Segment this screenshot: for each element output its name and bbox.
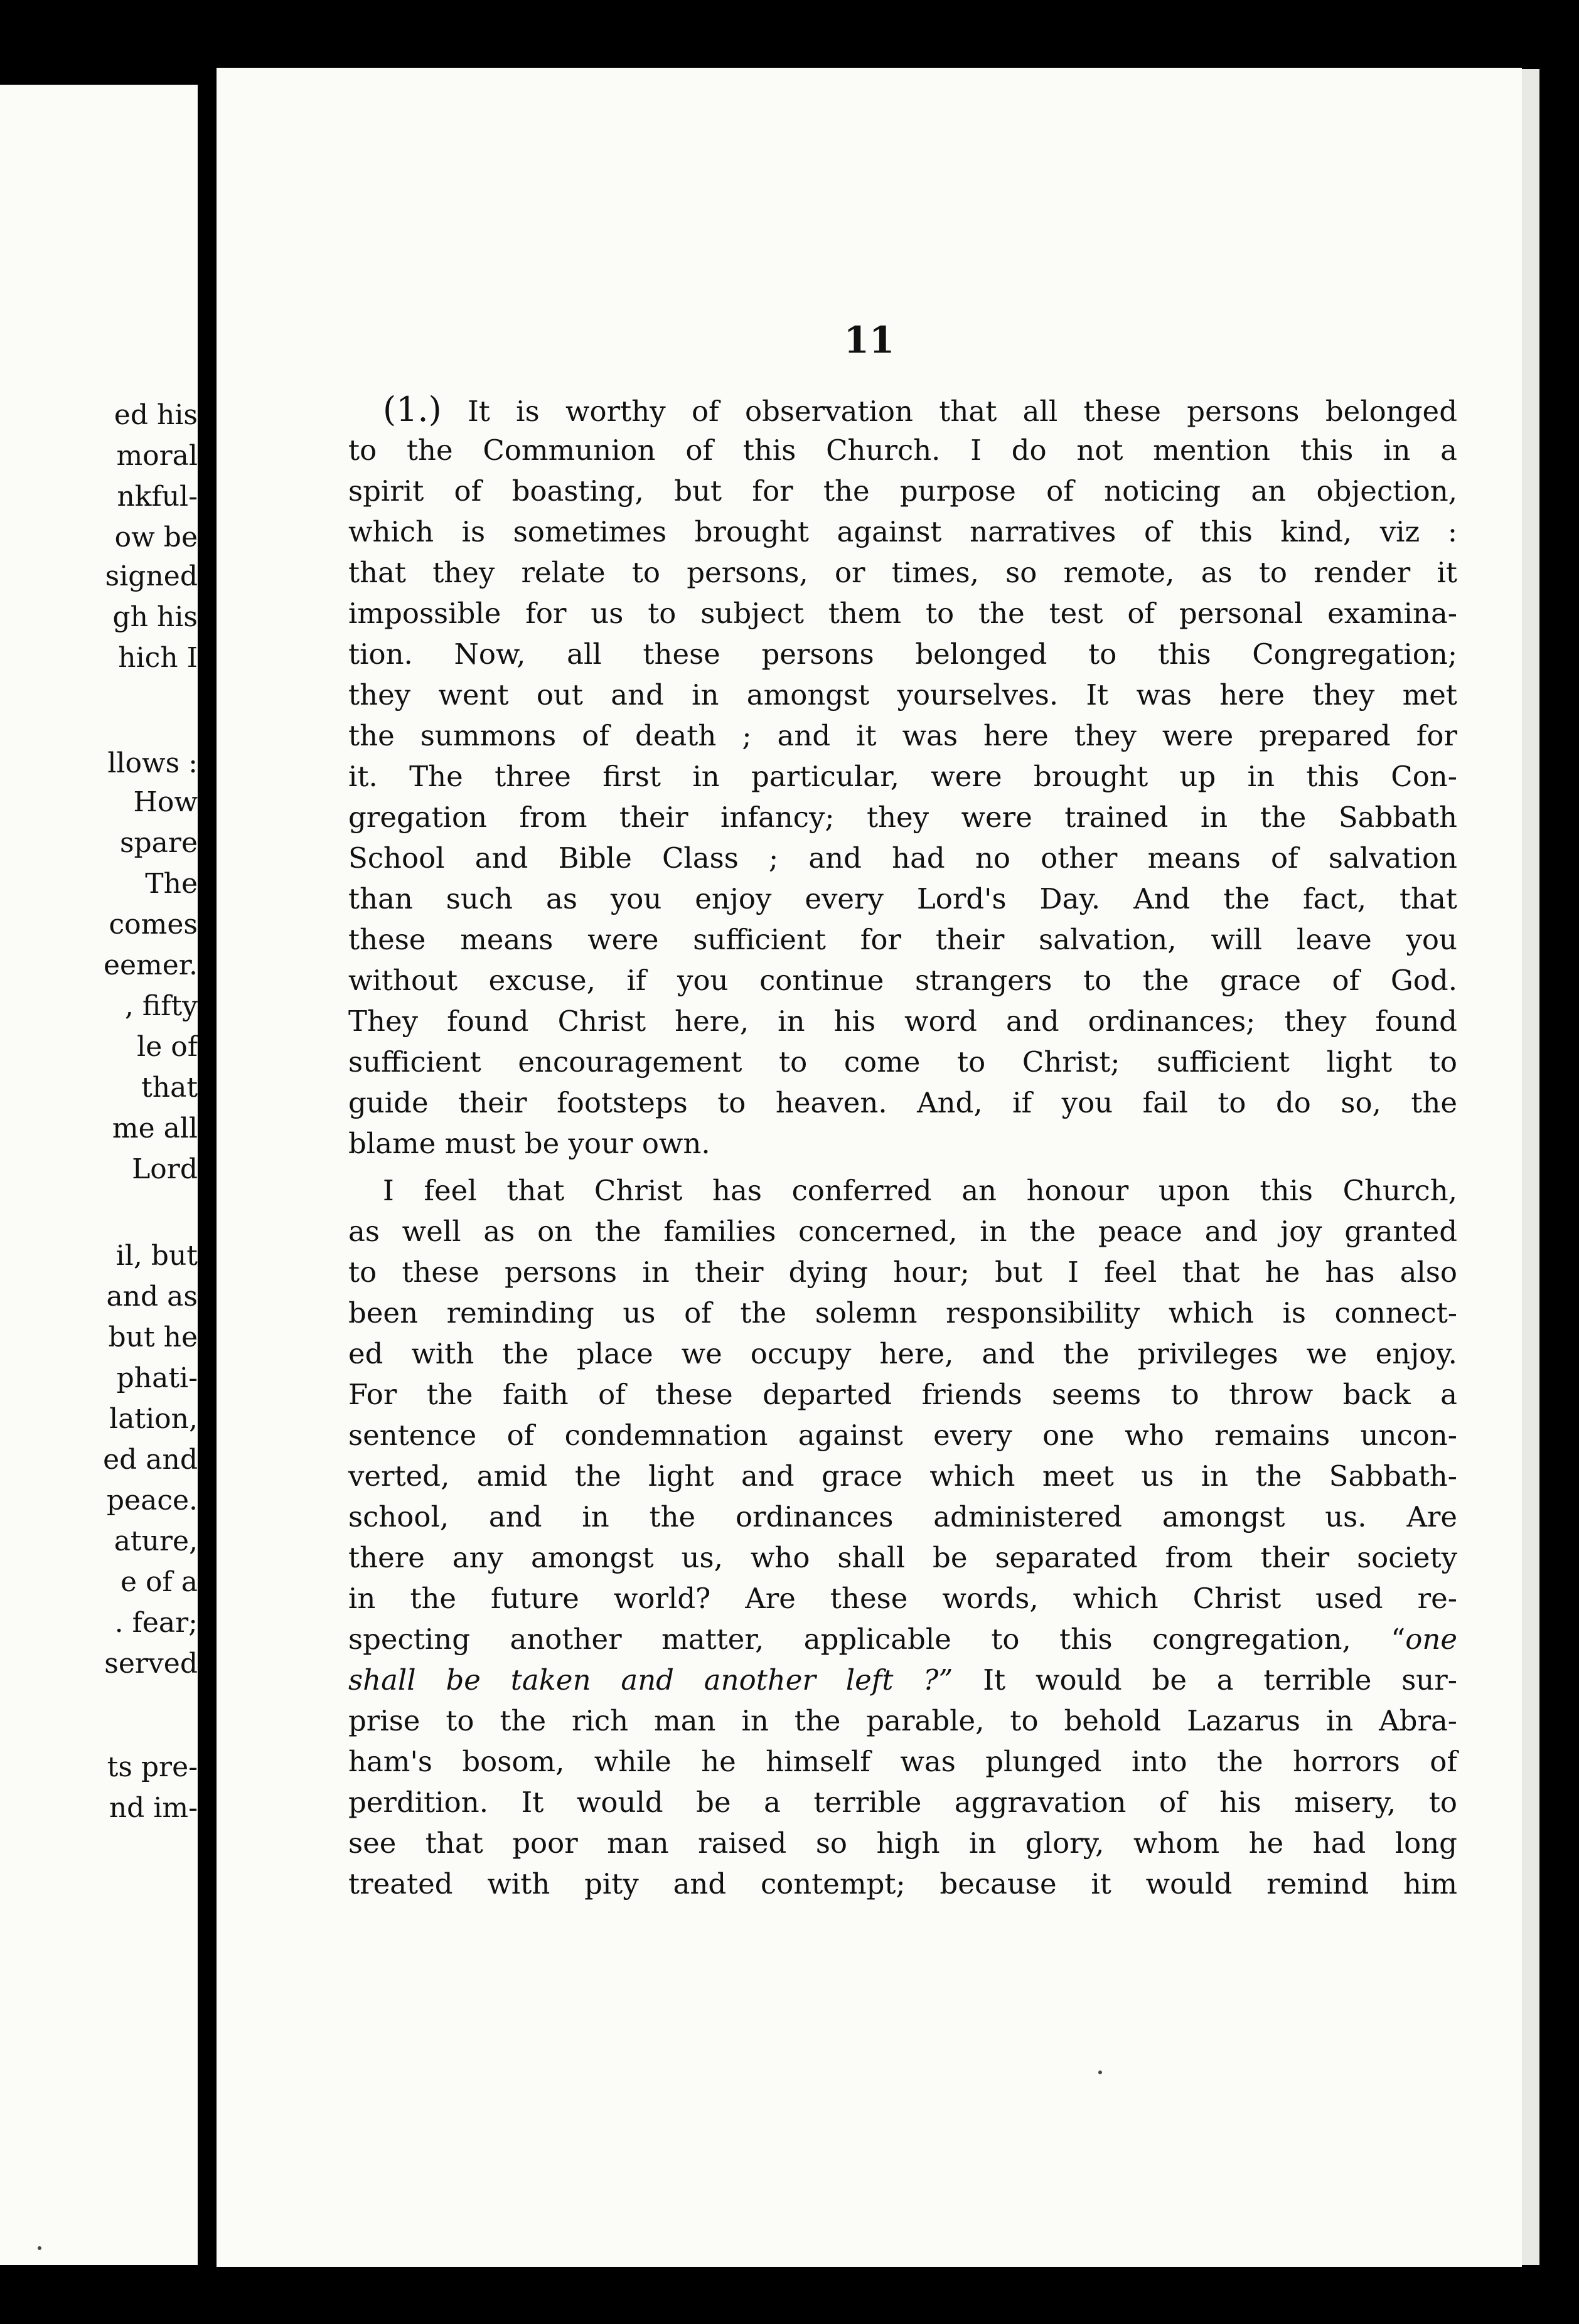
body-line: it. The three first in particular, were brought up in this Con-: [348, 760, 1457, 793]
left-page-line: Lord: [132, 1153, 198, 1185]
body-line: gregation from their infancy; they were trained in the Sabbath: [348, 801, 1457, 834]
body-line: to the Communion of this Church. I do not mention this in a: [348, 434, 1457, 467]
body-line: the summons of death ; and it was here they were prepared for: [348, 719, 1457, 752]
body-line: see that poor man raised so high in glory, whom he had long: [348, 1826, 1457, 1860]
body-line: in the future world? Are these words, which Christ used re-: [348, 1582, 1457, 1615]
body-line: perdition. It would be a terrible aggravation of his misery, to: [348, 1786, 1457, 1819]
left-page-line: that: [141, 1072, 198, 1104]
left-page-line: , fifty: [124, 990, 198, 1022]
body-line: I feel that Christ has conferred an honour upon this Church,: [383, 1174, 1457, 1207]
body-line: treated with pity and contempt; because it would remind him: [348, 1867, 1457, 1900]
left-page-line: nd im-: [109, 1792, 198, 1824]
left-page-line: llows :: [107, 747, 198, 779]
left-page-line: served: [104, 1648, 198, 1680]
left-page-line: hich I: [118, 642, 198, 674]
body-line: blame must be your own.: [348, 1127, 710, 1160]
left-page-line: le of: [137, 1031, 198, 1063]
body-line: sentence of condemnation against every one who remains uncon-: [348, 1419, 1457, 1452]
body-line: prise to the rich man in the parable, to behold Lazarus in Abra-: [348, 1704, 1457, 1737]
italic-quote: shall be taken and another left ?”: [348, 1663, 983, 1697]
left-page-line: eemer.: [103, 949, 198, 981]
left-page-line: nkful-: [117, 481, 198, 513]
left-page-line: moral: [116, 440, 198, 472]
left-page-line: spare: [119, 827, 198, 859]
body-line: that they relate to persons, or times, so remote, as to render it: [348, 556, 1457, 589]
left-page-line: comes: [109, 909, 198, 941]
left-page-line: . fear;: [114, 1607, 198, 1639]
left-page-line: ow be: [114, 521, 198, 553]
left-page-line: lation,: [109, 1403, 198, 1435]
left-page-line: il, but: [115, 1240, 198, 1272]
left-page-line: but he: [108, 1321, 198, 1353]
left-page-line: peace.: [106, 1484, 198, 1516]
body-line: (1.) It is worthy of observation that all these persons belonged: [383, 390, 1457, 429]
body-line: than such as you enjoy every Lord's Day. And the fact, that: [348, 882, 1457, 915]
page-number: 11: [843, 319, 895, 361]
left-page-line: The: [145, 868, 198, 900]
speck: [38, 2246, 41, 2250]
body-line: School and Bible Class ; and had no other means of salvation: [348, 841, 1457, 875]
body-line: tion. Now, all these persons belonged to this Congregation;: [348, 637, 1457, 671]
left-page-line: gh his: [112, 601, 198, 633]
body-line: they went out and in amongst yourselves. It was here they met: [348, 678, 1457, 712]
left-page-line: and as: [106, 1281, 198, 1313]
body-line: verted, amid the light and grace which meet us in the Sabbath-: [348, 1459, 1457, 1493]
body-line: specting another matter, applicable to this congregation, “one: [348, 1623, 1457, 1656]
body-line: ed with the place we occupy here, and the privileges we enjoy.: [348, 1337, 1457, 1370]
left-page-line: ed and: [103, 1444, 198, 1476]
body-line: as well as on the families concerned, in the peace and joy granted: [348, 1215, 1457, 1248]
left-page-line: ature,: [114, 1525, 198, 1557]
body-line: been reminding us of the solemn responsibility which is connect-: [348, 1296, 1457, 1330]
left-page-line: e of a: [120, 1566, 198, 1598]
left-page: [0, 85, 198, 2265]
body-line: spirit of boasting, but for the purpose of noticing an objection,: [348, 474, 1457, 508]
left-page-line: signed: [105, 560, 198, 592]
italic-quote: one: [1405, 1623, 1457, 1656]
body-line: For the faith of these departed friends seems to throw back a: [348, 1378, 1457, 1411]
left-page-line: How: [133, 786, 198, 818]
page-edge: [1522, 69, 1539, 2265]
body-line: there any amongst us, who shall be separated from their society: [348, 1541, 1457, 1574]
body-line: shall be taken and another left ?” It would be a terrible sur-: [348, 1663, 1457, 1697]
body-line: these means were sufficient for their salvation, will leave you: [348, 923, 1457, 956]
left-page-line: ed his: [114, 399, 198, 431]
body-line: to these persons in their dying hour; but I feel that he has also: [348, 1255, 1457, 1289]
body-line: ham's bosom, while he himself was plunged into the horrors of: [348, 1745, 1457, 1778]
speck: [1098, 2071, 1102, 2074]
body-line: They found Christ here, in his word and ordinances; they found: [348, 1005, 1457, 1038]
body-line: which is sometimes brought against narratives of this kind, viz :: [348, 515, 1457, 548]
body-line: sufficient encouragement to come to Christ; sufficient light to: [348, 1045, 1457, 1079]
body-line: without excuse, if you continue strangers to the grace of God.: [348, 964, 1457, 997]
body-line: guide their footsteps to heaven. And, if you fail to do so, the: [348, 1086, 1457, 1119]
body-line: impossible for us to subject them to the test of personal examina-: [348, 597, 1457, 630]
right-page: [217, 68, 1522, 2267]
body-line: school, and in the ordinances administered amongst us. Are: [348, 1500, 1457, 1533]
section-numeral: (1.): [383, 390, 442, 429]
left-page-line: ts pre-: [107, 1751, 198, 1783]
left-page-line: phati-: [116, 1362, 198, 1394]
left-page-line: me all: [112, 1112, 198, 1144]
